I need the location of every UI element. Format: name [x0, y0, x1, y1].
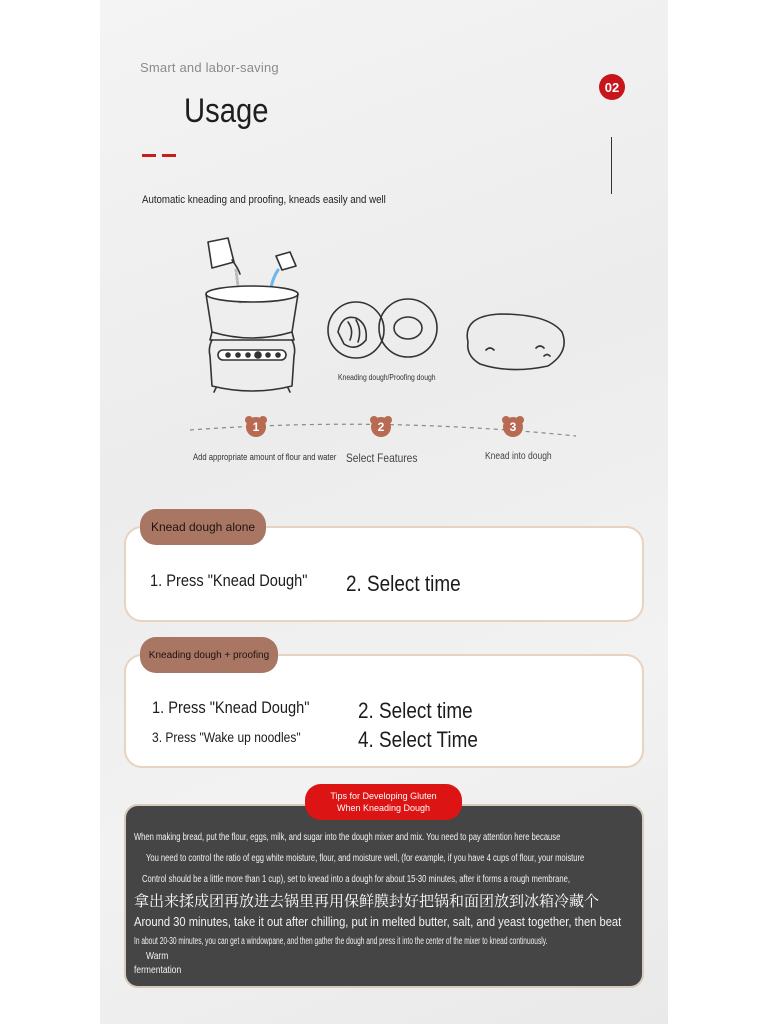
step-2-number: 2	[377, 420, 385, 434]
tips-title: Tips for Developing Gluten When Kneading Dough	[330, 791, 437, 813]
kneading-bowl-icon	[328, 302, 384, 358]
step-1-label: Add appropriate amount of flour and water	[193, 452, 337, 462]
tips-line-2: You need to control the ratio of egg white moisture, flour, and moisture well, (for example, if you have 4 cups of flour, your moisture	[146, 853, 585, 864]
proofing-bowl-icon	[379, 299, 437, 357]
knead-alone-step-1: 1. Press "Knead Dough"	[150, 571, 308, 590]
tips-line-7: Warm	[146, 951, 169, 962]
knead-alone-step-2: 2. Select time	[346, 571, 461, 596]
dough-mixer-icon	[206, 286, 298, 392]
knead-proof-step-4: 4. Select Time	[358, 727, 478, 752]
tips-line-5: Around 30 minutes, take it out after chilling, put in melted butter, salt, and yeast together, then beat	[134, 914, 622, 929]
tips-title-badge	[305, 784, 462, 820]
title-dash-right	[162, 154, 176, 157]
flour-cup-icon	[208, 238, 240, 274]
step-1-number: 1	[252, 420, 260, 434]
tips-line-6: In about 20-30 minutes, you can get a windowpane, and then gather the dough and press it into the center of the mixer to knead continuously.	[134, 936, 548, 947]
title-dash-left	[142, 154, 156, 157]
step-3-number: 3	[509, 420, 517, 434]
middle-caption: Kneading dough/Proofing dough	[338, 373, 436, 382]
step-2-label: Select Features	[346, 451, 418, 465]
knead-alone-label: Knead dough alone	[140, 509, 266, 545]
knead-proof-step-3: 3. Press "Wake up noodles"	[152, 729, 301, 745]
tips-line-1: When making bread, put the flour, eggs, milk, and sugar into the dough mixer and mix. You need to pay attention here because	[134, 832, 561, 843]
vertical-divider	[611, 137, 612, 194]
process-illustration	[100, 220, 668, 480]
tips-line-3: Control should be a little more than 1 cup), set to knead into a dough for about 15-30 minutes, after it forms a rough membrane,	[142, 874, 570, 885]
knead-proof-step-2: 2. Select time	[358, 698, 473, 723]
step-3-label: Knead into dough	[485, 451, 552, 462]
usage-page	[100, 0, 668, 1024]
section-subtitle: Automatic kneading and proofing, kneads easily and well	[142, 194, 386, 206]
knead-proof-step-1: 1. Press "Knead Dough"	[152, 698, 310, 717]
water-cup-icon	[276, 252, 296, 270]
tips-line-8: fermentation	[134, 965, 182, 976]
dough-ball-icon	[467, 314, 564, 370]
section-number-badge: 02	[599, 74, 625, 100]
tagline: Smart and labor-saving	[140, 60, 279, 75]
knead-proof-label: Kneading dough + proofing	[140, 637, 278, 673]
tips-line-4: 拿出来揉成团再放进去锅里再用保鲜膜封好把锅和面团放到冰箱冷藏个	[134, 893, 600, 910]
page-title: Usage	[184, 92, 269, 130]
